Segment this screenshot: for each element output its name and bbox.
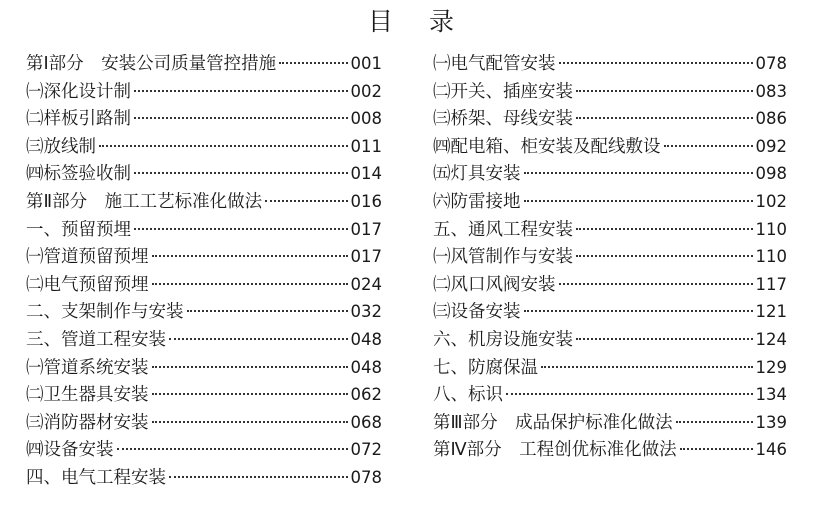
toc-entry[interactable]	[26, 464, 382, 492]
toc-entry[interactable]	[433, 216, 787, 244]
toc-entry[interactable]	[26, 160, 382, 188]
toc-entry-title: ㈡样板引路制	[26, 109, 131, 130]
toc-entry-title: ㈡卫生器具安装	[26, 385, 149, 406]
toc-entry-title: 第Ⅱ部分 施工工艺标准化做法	[26, 191, 263, 212]
toc-entry[interactable]	[433, 436, 787, 464]
toc-entry-title: ㈢放线制	[26, 136, 96, 157]
toc-entry-page-number: 068	[350, 412, 382, 432]
dot-leader	[152, 255, 348, 257]
toc-entry-page-number: 110	[755, 247, 787, 267]
dot-leader	[152, 421, 348, 423]
toc-entry[interactable]	[433, 133, 787, 161]
toc-entry-title: ㈠管道系统安装	[26, 357, 149, 378]
toc-entry-page-number: 124	[755, 329, 787, 349]
toc-entry-page-number: 002	[350, 81, 382, 101]
toc-entry-title: ㈣标签验收制	[26, 164, 131, 185]
toc-right-column	[433, 50, 787, 464]
toc-entry-page-number: 017	[350, 219, 382, 239]
toc-entry-title: ㈣设备安装	[26, 440, 114, 461]
dot-leader	[664, 145, 753, 147]
toc-entry-title: ㈡开关、插座安装	[433, 81, 573, 102]
toc-entry-title: ㈢桥架、母线安装	[433, 109, 573, 130]
toc-entry-page-number: 102	[755, 191, 787, 211]
dot-leader	[506, 393, 753, 395]
toc-entry[interactable]	[26, 188, 382, 216]
toc-entry[interactable]	[26, 436, 382, 464]
dot-leader	[134, 172, 348, 174]
toc-entry[interactable]	[26, 243, 382, 271]
toc-entry[interactable]	[433, 381, 787, 409]
toc-entry-page-number: 083	[755, 81, 787, 101]
dot-leader	[576, 228, 753, 230]
dot-leader	[680, 448, 753, 450]
toc-entry-page-number: 062	[350, 385, 382, 405]
toc-entry-title: 第Ⅳ部分 工程创优标准化做法	[433, 440, 677, 461]
toc-entry-page-number: 014	[350, 164, 382, 184]
toc-entry[interactable]	[433, 298, 787, 326]
dot-leader	[559, 283, 753, 285]
toc-entry-page-number: 078	[755, 54, 787, 73]
toc-entry-title: ㈢消防器材安装	[26, 412, 149, 433]
toc-entry-title: 八、标识	[433, 385, 503, 406]
toc-entry-title: ㈡风口风阀安装	[433, 274, 556, 295]
toc-entry-title: ㈠深化设计制	[26, 81, 131, 102]
toc-entry-page-number: 011	[350, 136, 382, 156]
dot-leader	[559, 62, 753, 64]
toc-entry-page-number: 121	[755, 302, 787, 322]
toc-entry-page-number: 024	[350, 274, 382, 294]
toc-entry[interactable]	[433, 78, 787, 106]
toc-entry-title: ㈡电气预留预埋	[26, 274, 149, 295]
toc-entry-page-number: 129	[755, 357, 787, 377]
dot-leader	[152, 393, 348, 395]
dot-leader	[152, 283, 348, 285]
toc-entry-page-number: 134	[755, 385, 787, 405]
toc-entry[interactable]	[26, 326, 382, 354]
toc-entry-page-number: 146	[755, 440, 787, 460]
toc-entry[interactable]	[26, 298, 382, 326]
dot-leader	[134, 228, 348, 230]
toc-entry[interactable]	[26, 216, 382, 244]
dot-leader	[134, 117, 348, 119]
toc-entry[interactable]	[26, 78, 382, 106]
toc-entry-title: ㈠电气配管安装	[433, 54, 556, 74]
dot-leader	[576, 338, 753, 340]
dot-leader	[265, 200, 347, 202]
toc-entry[interactable]	[433, 243, 787, 271]
dot-leader	[169, 338, 348, 340]
toc-entry-page-number: 048	[350, 329, 382, 349]
dot-leader	[279, 62, 347, 64]
dot-leader	[576, 255, 753, 257]
toc-entry-title: 五、通风工程安装	[433, 219, 573, 240]
toc-entry-title: ㈠管道预留预埋	[26, 247, 149, 268]
toc-entry[interactable]	[26, 50, 382, 78]
toc-entry-page-number: 032	[350, 302, 382, 322]
toc-entry-title: ㈥防雷接地	[433, 191, 521, 212]
toc-entry[interactable]	[433, 188, 787, 216]
toc-entry-title: ㈠风管制作与安装	[433, 247, 573, 268]
toc-entry[interactable]	[433, 354, 787, 382]
toc-entry[interactable]	[433, 105, 787, 133]
dot-leader	[99, 145, 348, 147]
toc-entry-title: 六、机房设施安装	[433, 329, 573, 350]
toc-entry-page-number: 017	[350, 247, 382, 267]
toc-entry-page-number: 072	[350, 440, 382, 460]
toc-entry[interactable]	[26, 133, 382, 161]
dot-leader	[576, 90, 753, 92]
toc-entry-title: ㈢设备安装	[433, 302, 521, 323]
dot-leader	[117, 448, 348, 450]
dot-leader	[134, 90, 348, 92]
toc-entry[interactable]	[433, 160, 787, 188]
dot-leader	[187, 310, 348, 312]
toc-entry[interactable]	[433, 271, 787, 299]
dot-leader	[524, 310, 753, 312]
page-title: 目 录	[368, 7, 468, 36]
toc-entry-page-number: 110	[755, 219, 787, 239]
dot-leader	[541, 366, 753, 368]
toc-entry-page-number: 086	[755, 109, 787, 129]
toc-entry[interactable]	[26, 354, 382, 382]
toc-entry-page-number: 001	[350, 54, 382, 73]
toc-entry-title: 七、防腐保温	[433, 357, 538, 378]
toc-entry-title: 三、管道工程安装	[26, 329, 166, 350]
toc-entry[interactable]	[26, 409, 382, 437]
toc-entry-title: 第Ⅲ部分 成品保护标准化做法	[433, 412, 673, 433]
toc-entry[interactable]	[26, 271, 382, 299]
dot-leader	[676, 421, 753, 423]
toc-entry-page-number: 008	[350, 109, 382, 129]
toc-entry-page-number: 078	[350, 467, 382, 487]
toc-entry[interactable]	[433, 326, 787, 354]
toc-entry-page-number: 016	[350, 191, 382, 211]
dot-leader	[169, 476, 348, 478]
toc-entry-title: ㈤灯具安装	[433, 164, 521, 185]
toc-entry[interactable]	[26, 381, 382, 409]
toc-entry-title: ㈣配电箱、柜安装及配线敷设	[433, 136, 661, 157]
toc-entry-page-number: 139	[755, 412, 787, 432]
toc-entry-title: 一、预留预埋	[26, 219, 131, 240]
toc-entry[interactable]	[433, 50, 787, 78]
toc-entry-page-number: 048	[350, 357, 382, 377]
dot-leader	[524, 172, 753, 174]
toc-left-column	[26, 50, 382, 492]
dot-leader	[576, 117, 753, 119]
toc-entry-title: 四、电气工程安装	[26, 467, 166, 488]
dot-leader	[152, 366, 348, 368]
toc-entry[interactable]	[433, 409, 787, 437]
toc-entry-title: 第Ⅰ部分 安装公司质量管控措施	[26, 54, 277, 74]
toc-entry-page-number: 092	[755, 136, 787, 156]
toc-entry-title: 二、支架制作与安装	[26, 302, 184, 323]
dot-leader	[524, 200, 753, 202]
toc-entry[interactable]	[26, 105, 382, 133]
toc-entry-page-number: 098	[755, 164, 787, 184]
toc-entry-page-number: 117	[755, 274, 787, 294]
